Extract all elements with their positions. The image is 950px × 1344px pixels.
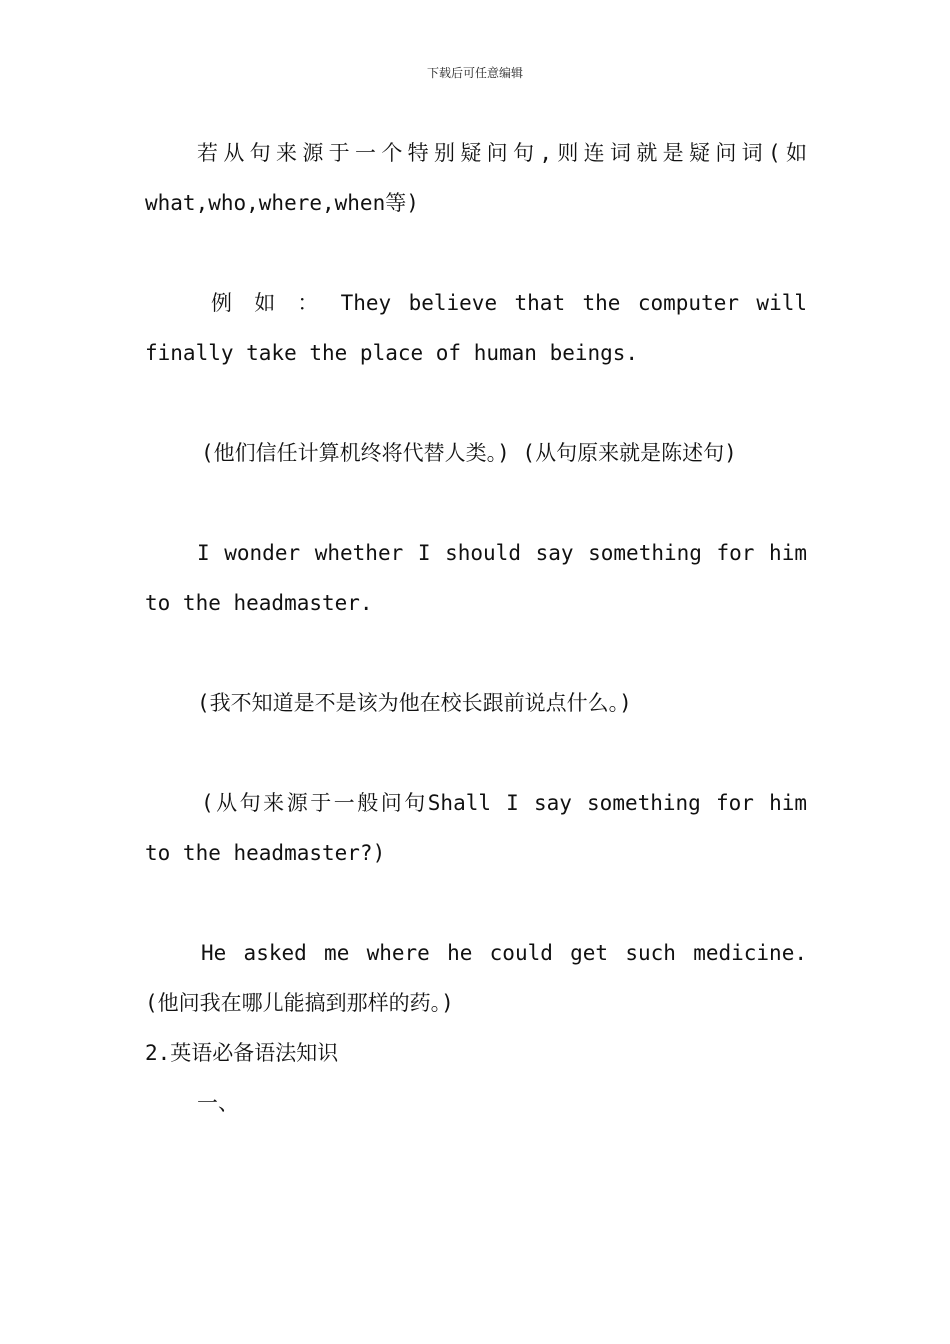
document-body: [145, 128, 807, 1128]
paragraph-translation-computer: (他们信任计算机终将代替人类。) (从句原来就是陈述句): [201, 441, 737, 465]
spacer: [145, 878, 807, 928]
section-heading-grammar: 2.英语必备语法知识: [145, 1041, 339, 1065]
paragraph-example-medicine: He asked me where he could get such medicine. (他问我在哪儿能搞到那样的药。): [145, 941, 807, 1015]
spacer: [145, 628, 807, 678]
spacer: [145, 228, 807, 278]
page-header-note: 下载后可任意编辑: [426, 66, 523, 80]
paragraph-wh-clause-rule: 若从句来源于一个特别疑问句,则连词就是疑问词(如what,who,where,when等): [145, 141, 807, 215]
paragraph-section-one: 一、: [197, 1091, 239, 1115]
spacer: [145, 728, 807, 778]
paragraph-example-computer: 例 如 ： They believe that the computer will finally take the place of human beings.: [145, 291, 807, 365]
paragraph-example-wonder: I wonder whether I should say something for him to the headmaster.: [145, 541, 807, 615]
spacer: [145, 378, 807, 428]
paragraph-translation-wonder: (我不知道是不是该为他在校长跟前说点什么。): [197, 691, 632, 715]
paragraph-source-question: (从句来源于一般问句Shall I say something for him to the headmaster?): [145, 791, 807, 865]
spacer: [145, 478, 807, 528]
